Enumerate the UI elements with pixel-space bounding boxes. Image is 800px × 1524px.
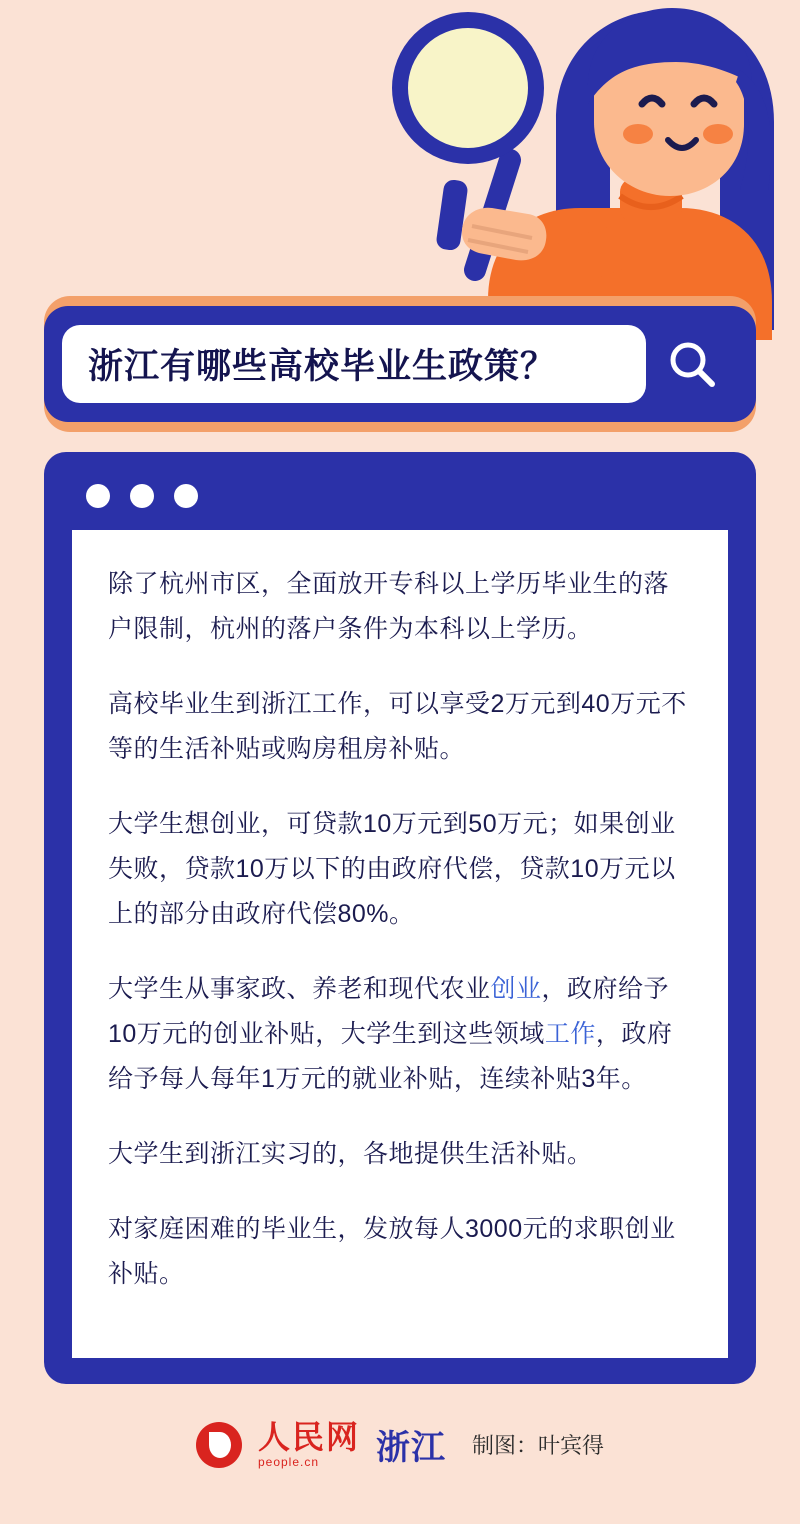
policy-text-segment: ，政府给予10万元的创业补贴，大学生到这些领域: [108, 975, 670, 1048]
policy-paragraph: [108, 1132, 692, 1177]
credit-text: 制图：叶宾得: [472, 1433, 605, 1458]
content-panel: [44, 452, 756, 1384]
title-bar: [44, 306, 756, 422]
page-title: 浙江有哪些高校毕业生政策？: [88, 347, 557, 386]
logo-english-name: people.cn: [257, 1455, 320, 1469]
policy-paragraph: [108, 967, 692, 1102]
footer: [0, 1420, 800, 1469]
dot-2-icon: [130, 484, 154, 508]
policy-text-segment: 对家庭困难的毕业生，发放每人3000元的求职创业补贴。: [108, 1215, 676, 1288]
dot-3-icon: [174, 484, 198, 508]
policy-text-segment: 大学生从事家政、养老和现代农业: [108, 975, 491, 1003]
policy-paragraph: [108, 802, 692, 937]
policy-text-segment: 大学生到浙江实习的，各地提供生活补贴。: [108, 1140, 593, 1168]
policy-text-segment: 大学生想创业，可贷款10万元到50万元；如果创业失败，贷款10万以下的由政府代偿，贷款10万元以上的部分由政府代偿80%。: [108, 810, 676, 928]
policy-text-segment: 除了杭州市区，全面放开专科以上学历毕业生的落户限制，杭州的落户条件为本科以上学历。: [108, 570, 670, 643]
logo-province: 浙江: [376, 1429, 446, 1467]
policy-text-segment: 高校毕业生到浙江工作，可以享受2万元到40万元不等的生活补贴或购房租房补贴。: [108, 690, 687, 763]
people-cn-logo-icon: [196, 1422, 242, 1468]
policy-text-segment: ，政府给予每人每年1万元的就业补贴，连续补贴3年。: [108, 1020, 673, 1093]
policy-paragraph: [108, 562, 692, 652]
dot-1-icon: [86, 484, 110, 508]
policy-highlight-employment: 工作: [544, 1020, 596, 1048]
policy-highlight-entrepreneurship: 创业: [490, 975, 542, 1003]
logo-chinese-name: 人民网: [257, 1419, 360, 1455]
policy-paragraph: [108, 1207, 692, 1297]
title-pill: [62, 325, 646, 403]
people-cn-wordmark: [258, 1421, 360, 1468]
policy-text-sheet: [72, 530, 728, 1358]
window-dots: [86, 484, 198, 508]
search-icon[interactable]: [646, 338, 738, 390]
policy-paragraph: [108, 682, 692, 772]
